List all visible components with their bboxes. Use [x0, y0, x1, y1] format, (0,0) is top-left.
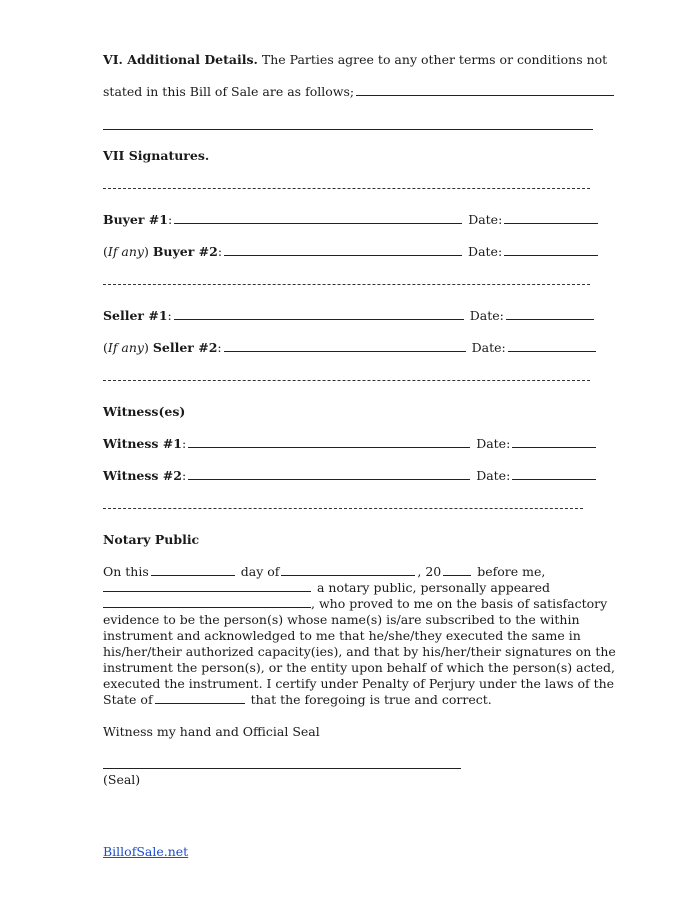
notary-body-line: instrument and acknowledged to me that he/she/they executed the same in: [103, 628, 581, 643]
buyer2-label: Buyer #2: [152, 244, 218, 259]
notary-heading: Notary Public: [103, 532, 200, 547]
notary-witness-hand: Witness my hand and Official Seal: [103, 724, 320, 739]
notary-line-1: [103, 564, 545, 579]
witness2-date-blank[interactable]: [512, 468, 596, 480]
signatures-heading-line: [103, 148, 209, 163]
buyer2-row: (If any) Buyer #2: Date:: [103, 244, 600, 259]
seller2-date-label: Date:: [471, 340, 506, 355]
notary-month-blank[interactable]: [281, 564, 415, 576]
notary-seal: (Seal): [103, 772, 141, 787]
notary-heading-line: [103, 532, 199, 547]
dashed-divider: [103, 380, 590, 381]
witness1-date-label: Date:: [476, 436, 511, 451]
buyer1-signature-blank[interactable]: [174, 212, 462, 224]
notary-state-of: State of: [103, 692, 153, 707]
notary-name-blank[interactable]: [103, 580, 311, 592]
notary-who-proved: , who proved to me on the basis of satisfactory: [311, 596, 608, 611]
notary-signature-line[interactable]: [103, 768, 461, 769]
notary-a-notary: a notary public, personally appeared: [316, 580, 550, 595]
buyer1-date-blank[interactable]: [504, 212, 598, 224]
buyer1-date-label: Date:: [468, 212, 503, 227]
witnesses-heading: Witness(es): [103, 404, 186, 419]
buyer2-if-any: If any: [107, 244, 144, 259]
seller1-date-blank[interactable]: [506, 308, 594, 320]
additional-details-line-2: [103, 84, 616, 99]
witness1-signature-blank[interactable]: [188, 436, 470, 448]
notary-day-of: day of: [240, 564, 280, 579]
witness1-date-blank[interactable]: [512, 436, 596, 448]
witness2-signature-blank[interactable]: [188, 468, 470, 480]
dashed-divider: [103, 508, 583, 509]
witness1-row: Witness #1: Date:: [103, 436, 598, 451]
seller2-signature-blank[interactable]: [224, 340, 466, 352]
notary-day-blank[interactable]: [151, 564, 235, 576]
additional-details-blank[interactable]: [356, 84, 614, 96]
notary-appeared-blank[interactable]: [103, 596, 311, 608]
witness1-label: Witness #1: [103, 436, 182, 451]
additional-details-text-2: stated in this Bill of Sale are as follows;: [103, 84, 355, 99]
buyer1-row: Buyer #1: Date:: [103, 212, 600, 227]
seller1-date-label: Date:: [469, 308, 504, 323]
witness2-label: Witness #2: [103, 468, 182, 483]
notary-state-blank[interactable]: [155, 692, 245, 704]
notary-year-prefix: , 20: [417, 564, 442, 579]
notary-body-line: instrument the person(s), or the entity upon behalf of which the person(s) acted,: [103, 660, 615, 675]
seller2-date-blank[interactable]: [508, 340, 596, 352]
additional-details-text-1: The Parties agree to any other terms or conditions not: [261, 52, 608, 67]
buyer2-date-label: Date:: [468, 244, 503, 259]
notary-body-line: evidence to be the person(s) whose name(s) is/are subscribed to the within: [103, 612, 580, 627]
additional-details-line-1: [103, 52, 607, 67]
seller2-row: (If any) Seller #2: Date:: [103, 340, 598, 355]
notary-line-2: [103, 580, 550, 595]
notary-line-3: [103, 596, 607, 611]
witness2-row: Witness #2: Date:: [103, 468, 598, 483]
notary-before-me: before me,: [477, 564, 546, 579]
witnesses-heading-line: [103, 404, 185, 419]
dashed-divider: [103, 284, 590, 285]
notary-body-line: executed the instrument. I certify under Penalty of Perjury under the laws of the: [103, 676, 615, 691]
notary-on-this: On this: [103, 564, 149, 579]
notary-body-line: his/her/their authorized capacity(ies), and that by his/her/their signatures on the: [103, 644, 616, 659]
buyer2-signature-blank[interactable]: [224, 244, 462, 256]
seller1-row: Seller #1: Date:: [103, 308, 596, 323]
dashed-divider: [103, 188, 590, 189]
footer-link[interactable]: BillofSale.net: [103, 844, 189, 859]
seller1-signature-blank[interactable]: [174, 308, 464, 320]
seller2-label: Seller #2: [152, 340, 218, 355]
witness2-date-label: Date:: [476, 468, 511, 483]
signatures-heading: VII Signatures.: [103, 148, 210, 163]
additional-details-heading: VI. Additional Details.: [103, 52, 258, 67]
notary-state-line: [103, 692, 492, 707]
seller2-if-any: If any: [107, 340, 144, 355]
additional-details-full-line[interactable]: [103, 129, 593, 130]
seller1-label: Seller #1: [103, 308, 168, 323]
buyer2-date-blank[interactable]: [504, 244, 598, 256]
notary-foregoing: that the foregoing is true and correct.: [250, 692, 492, 707]
buyer1-label: Buyer #1: [103, 212, 168, 227]
notary-year-blank[interactable]: [443, 564, 471, 576]
